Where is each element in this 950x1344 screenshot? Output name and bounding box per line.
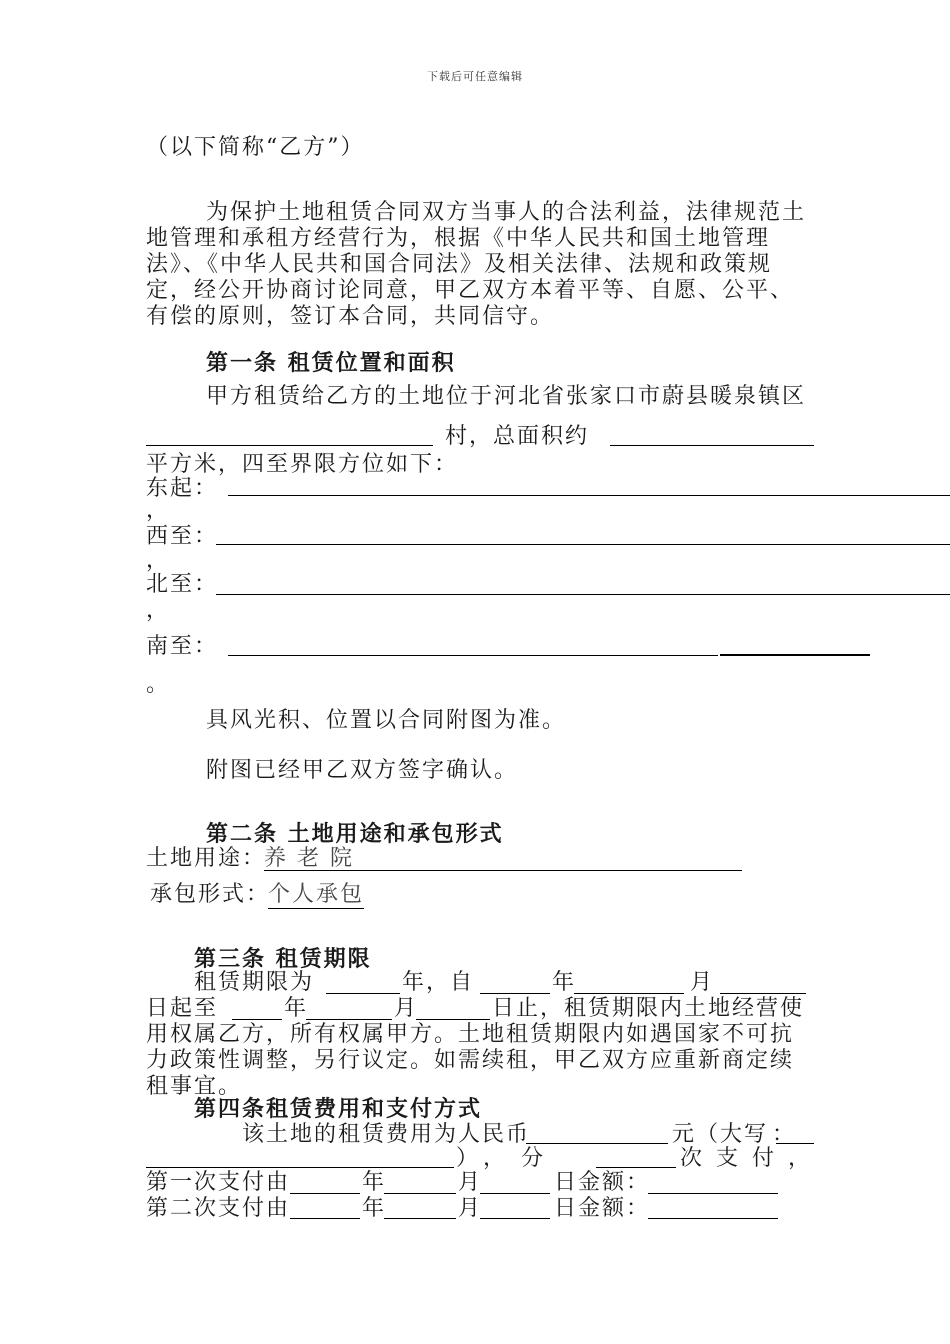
article-1-note-2: 附图已经甲乙双方签字确认。 <box>206 758 519 783</box>
east-comma: ， <box>146 498 171 523</box>
north-label: 北至： <box>146 572 219 597</box>
payment-1-month-blank <box>384 1193 456 1194</box>
west-comma: ， <box>146 548 171 573</box>
payment-2-year: 年 <box>362 1196 387 1221</box>
article-1-note-1: 具风光积、位置以合同附图为准。 <box>206 708 567 733</box>
start-month-blank <box>574 993 684 994</box>
fee-uppercase-blank-1 <box>776 1143 814 1144</box>
end-suffix: 日止，租赁期限内土地经营使 <box>492 996 805 1021</box>
payment-2-year-blank <box>290 1218 360 1219</box>
usage-label: 土地用途： <box>146 846 267 871</box>
installments-prefix: ），分 <box>456 1146 560 1171</box>
west-label: 西至： <box>146 524 219 549</box>
payment-2-month-blank <box>384 1218 456 1219</box>
end-year-label: 年 <box>284 996 309 1021</box>
article-3-line-5: 租事宜。 <box>146 1074 243 1099</box>
form-value: 个人承包 <box>268 882 365 907</box>
south-blank <box>228 655 718 656</box>
west-blank <box>216 544 950 545</box>
east-blank <box>228 495 950 496</box>
fee-uppercase-blank-2 <box>146 1167 454 1168</box>
start-month-label: 月 <box>690 970 715 995</box>
south-label: 南至： <box>146 634 219 659</box>
payment-1-month: 月 <box>458 1170 483 1195</box>
page-header: 下载后可任意编辑 <box>427 70 523 83</box>
preamble-line-1: 为保护土地租赁合同双方当事人的合法利益，法律规范土 <box>206 200 807 225</box>
fee-prefix: 该土地的租赁费用为人民币 <box>242 1122 531 1147</box>
article-1-location: 甲方租赁给乙方的土地位于河北省张家口市蔚县暖泉镇区 <box>206 384 807 409</box>
payment-1-year: 年 <box>362 1170 387 1195</box>
village-blank <box>146 445 433 446</box>
payment-1-day-blank <box>480 1193 550 1194</box>
payment-2-month: 月 <box>458 1196 483 1221</box>
fee-colon: ： <box>772 1122 797 1147</box>
term-year-from: 年，自 <box>402 970 475 995</box>
payment-1-amount-blank <box>648 1193 778 1194</box>
party-b-alias: （以下简称“乙方”） <box>146 135 365 160</box>
payment-2-amount-blank <box>648 1218 778 1219</box>
start-day-blank <box>720 993 806 994</box>
article-3-line-4: 力政策性调整，另行议定。如需续租，甲乙双方应重新商定续 <box>146 1048 795 1073</box>
article-3-line-3: 用权属乙方，所有权属甲方。土地租赁期限内如遇国家不可抗 <box>146 1022 795 1047</box>
village-label: 村，总面积约 <box>445 424 590 449</box>
term-years-blank <box>326 993 400 994</box>
north-comma: ， <box>146 598 171 623</box>
area-unit: 平方米，四至界限方位如下： <box>146 452 459 477</box>
usage-value: 养 老 院 <box>264 846 354 871</box>
south-period: 。 <box>146 672 171 697</box>
end-month-label: 月 <box>394 996 419 1021</box>
payment-1-year-blank <box>290 1193 360 1194</box>
payment-2-label: 第二次支付由 <box>146 1196 291 1221</box>
form-label: 承包形式： <box>150 882 271 907</box>
usage-underline <box>264 870 742 871</box>
payment-1-amount-label: 日金额： <box>554 1170 651 1195</box>
payment-2-day-blank <box>480 1218 550 1219</box>
article-4-title: 第四条租赁费用和支付方式 <box>194 1096 483 1122</box>
north-blank <box>216 594 950 595</box>
installments-suffix: 次支付， <box>680 1146 825 1171</box>
east-label: 东起： <box>146 476 219 501</box>
start-year-blank <box>480 993 550 994</box>
area-blank <box>610 445 814 446</box>
end-day-blank <box>416 1019 490 1020</box>
end-prefix: 日起至 <box>146 996 219 1021</box>
preamble-line-3: 法》、《中华人民共和国合同法》及相关法律、法规和政策规 <box>146 252 773 277</box>
article-2-title: 第二条 土地用途和承包形式 <box>206 821 504 847</box>
installments-blank <box>596 1167 676 1168</box>
fee-uppercase-label: 元（大写 <box>672 1122 769 1147</box>
end-year-blank <box>232 1019 282 1020</box>
payment-1-label: 第一次支付由 <box>146 1170 291 1195</box>
article-3-title: 第三条 租赁期限 <box>194 946 372 972</box>
end-month-blank <box>306 1019 392 1020</box>
article-1-title: 第一条 租赁位置和面积 <box>206 350 456 376</box>
preamble-line-4: 定，经公开协商讨论同意，甲乙双方本着平等、自愿、公平、 <box>146 278 795 303</box>
term-label: 租赁期限为 <box>194 970 315 995</box>
fee-amount-blank <box>526 1143 668 1144</box>
payment-2-amount-label: 日金额： <box>554 1196 651 1221</box>
start-year-label: 年 <box>552 970 577 995</box>
preamble-line-2: 地管理和承租方经营行为，根据《中华人民共和国土地管理 <box>146 226 771 251</box>
south-blank-extra <box>720 654 870 656</box>
preamble-line-5: 有偿的原则，签订本合同，共同信守。 <box>146 304 555 329</box>
